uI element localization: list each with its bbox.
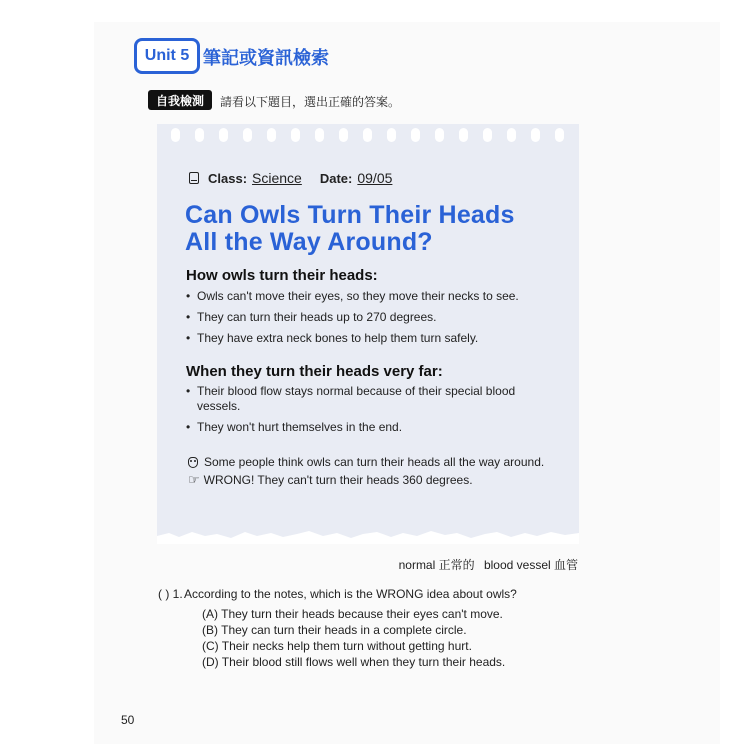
answer-options: [202, 606, 505, 670]
notebook-icon: [189, 172, 199, 184]
binder-hole: [555, 128, 564, 142]
list-item: • Owls can't move their eyes, so they move their necks to see.: [186, 289, 546, 304]
binder-hole: [171, 128, 180, 142]
pointing-hand-icon: ☞: [188, 472, 200, 487]
unit-badge: Unit 5: [134, 38, 200, 74]
binder-hole: [195, 128, 204, 142]
binder-hole: [339, 128, 348, 142]
unit-title: 筆記或資訊檢索: [203, 48, 329, 68]
myth-note: [188, 455, 544, 469]
answer-option[interactable]: (D) Their blood still flows well when they turn their heads.: [202, 655, 506, 669]
section2-list: [186, 384, 546, 441]
question-text: According to the notes, which is the WRONG idea about owls?: [184, 587, 517, 601]
answer-blank[interactable]: ( ) 1.: [158, 587, 183, 601]
torn-edge: [157, 528, 579, 544]
myth-text: Some people think owls can turn their heads all the way around.: [204, 455, 545, 469]
binder-hole: [267, 128, 276, 142]
answer-option[interactable]: (A) They turn their heads because their eyes can't move.: [202, 607, 503, 621]
date-value: 09/05: [357, 170, 393, 186]
section-heading: How owls turn their heads:: [186, 267, 378, 284]
glossary-term: blood vessel 血管: [483, 558, 578, 572]
glossary-term: normal 正常的: [398, 558, 475, 572]
class-value: Science: [252, 170, 302, 186]
binder-hole: [315, 128, 324, 142]
fact-text: WRONG! They can't turn their heads 360 degrees.: [203, 473, 473, 487]
binder-holes: [157, 124, 579, 138]
section1-list: [186, 289, 546, 352]
binder-hole: [387, 128, 396, 142]
binder-hole: [483, 128, 492, 142]
binder-hole: [507, 128, 516, 142]
answer-option[interactable]: (C) Their necks help them turn without getting hurt.: [202, 639, 472, 653]
notes-title-line: Can Owls Turn Their Heads: [185, 201, 515, 229]
binder-hole: [459, 128, 468, 142]
date-label: Date:: [319, 170, 353, 186]
notebook-card: [157, 124, 579, 544]
list-item: • They have extra neck bones to help them turn safely.: [186, 331, 546, 346]
answer-option[interactable]: (B) They can turn their heads in a complete circle.: [202, 623, 467, 637]
class-date-row: [189, 170, 410, 186]
binder-hole: [411, 128, 420, 142]
binder-hole: [435, 128, 444, 142]
binder-hole: [291, 128, 300, 142]
list-item: • Their blood flow stays normal because of their special blood vessels.: [186, 384, 546, 414]
notes-title-line: All the Way Around?: [185, 228, 433, 256]
binder-hole: [243, 128, 252, 142]
list-item: • They can turn their heads up to 270 degrees.: [186, 310, 546, 325]
page-number: 50: [121, 713, 135, 727]
binder-hole: [363, 128, 372, 142]
glossary: [393, 556, 578, 573]
owl-icon: [188, 457, 198, 468]
binder-hole: [219, 128, 228, 142]
instruction-text: 請看以下題目，選出正確的答案。: [220, 95, 401, 109]
class-label: Class:: [208, 170, 248, 186]
self-check-badge: 自我檢測: [148, 90, 212, 110]
binder-hole: [531, 128, 540, 142]
fact-note: [188, 473, 473, 487]
notes-title: [185, 202, 565, 256]
section-heading: When they turn their heads very far:: [186, 363, 443, 380]
list-item: • They won't hurt themselves in the end.: [186, 420, 546, 435]
